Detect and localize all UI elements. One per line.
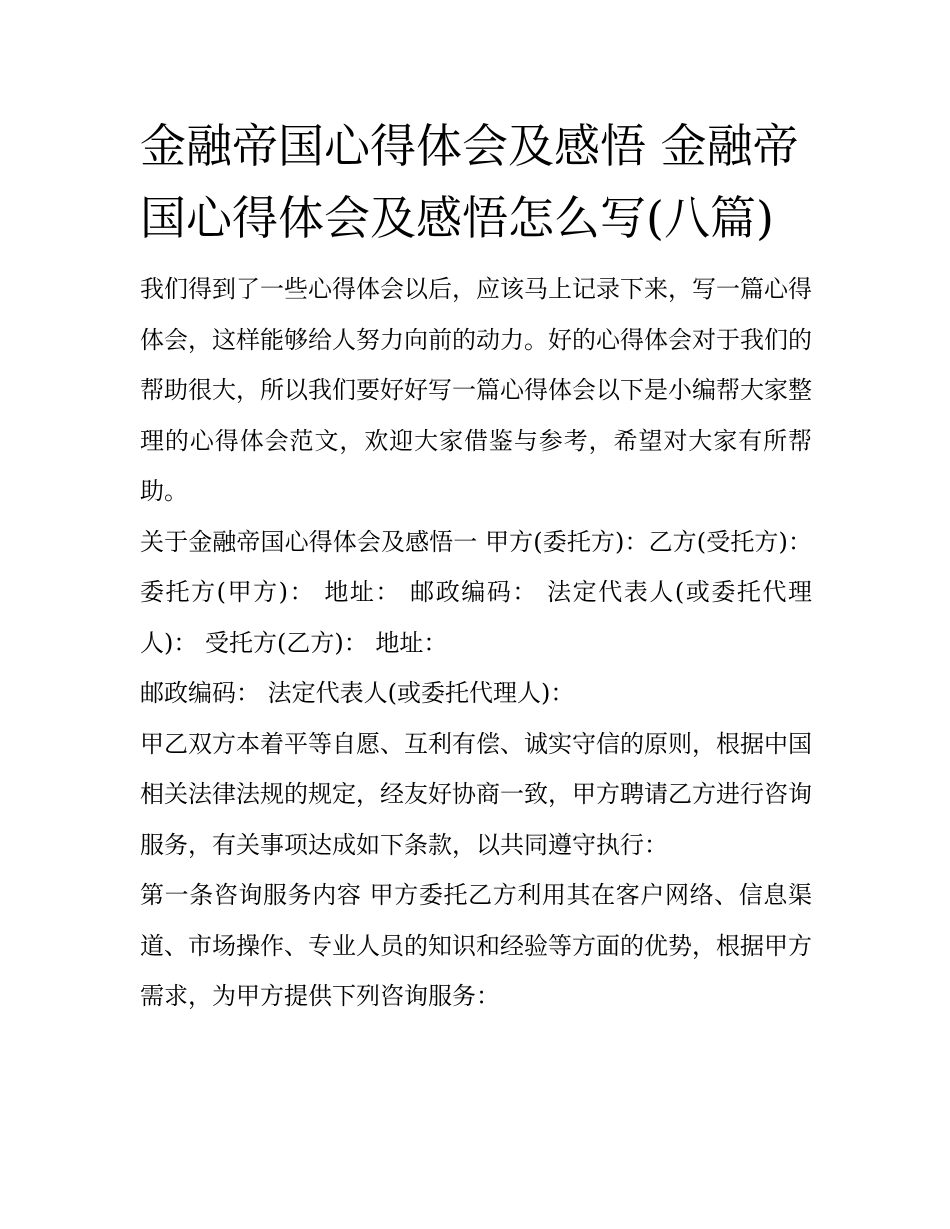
document-title: 金融帝国心得体会及感悟 金融帝国心得体会及感悟怎么写(八篇) bbox=[140, 119, 799, 245]
postal-code-paragraph: 邮政编码： 法定代表人(或委托代理人)： bbox=[140, 679, 575, 707]
contract-parties-paragraph: 关于金融帝国心得体会及感悟一 甲方(委托方)：乙方(受托方)： 委托方(甲方)： 地址： 邮政编码： 法定代表人(或委托代理人)： 受托方(乙方)： 地址： bbox=[140, 527, 812, 657]
article-one-paragraph: 第一条咨询服务内容 甲方委托乙方利用其在客户网络、信息渠道、市场操作、专业人员的知识和经验等方面的优势，根据甲方需求，为甲方提供下列咨询服务： bbox=[140, 881, 812, 1010]
intro-paragraph: 我们得到了一些心得体会以后，应该马上记录下来，写一篇心得体会，这样能够给人努力向前的动力。好的心得体会对于我们的帮助很大，所以我们要好好写一篇心得体会以下是小编帮大家整理的心得体会范文，欢迎大家借鉴与参考，希望对大家有所帮助。 bbox=[140, 275, 812, 505]
principles-paragraph: 甲乙双方本着平等自愿、互利有偿、诚实守信的原则，根据中国相关法律法规的规定，经友好协商一致，甲方聘请乙方进行咨询服务，有关事项达成如下条款，以共同遵守执行： bbox=[140, 729, 812, 859]
document-page bbox=[140, 110, 812, 1022]
